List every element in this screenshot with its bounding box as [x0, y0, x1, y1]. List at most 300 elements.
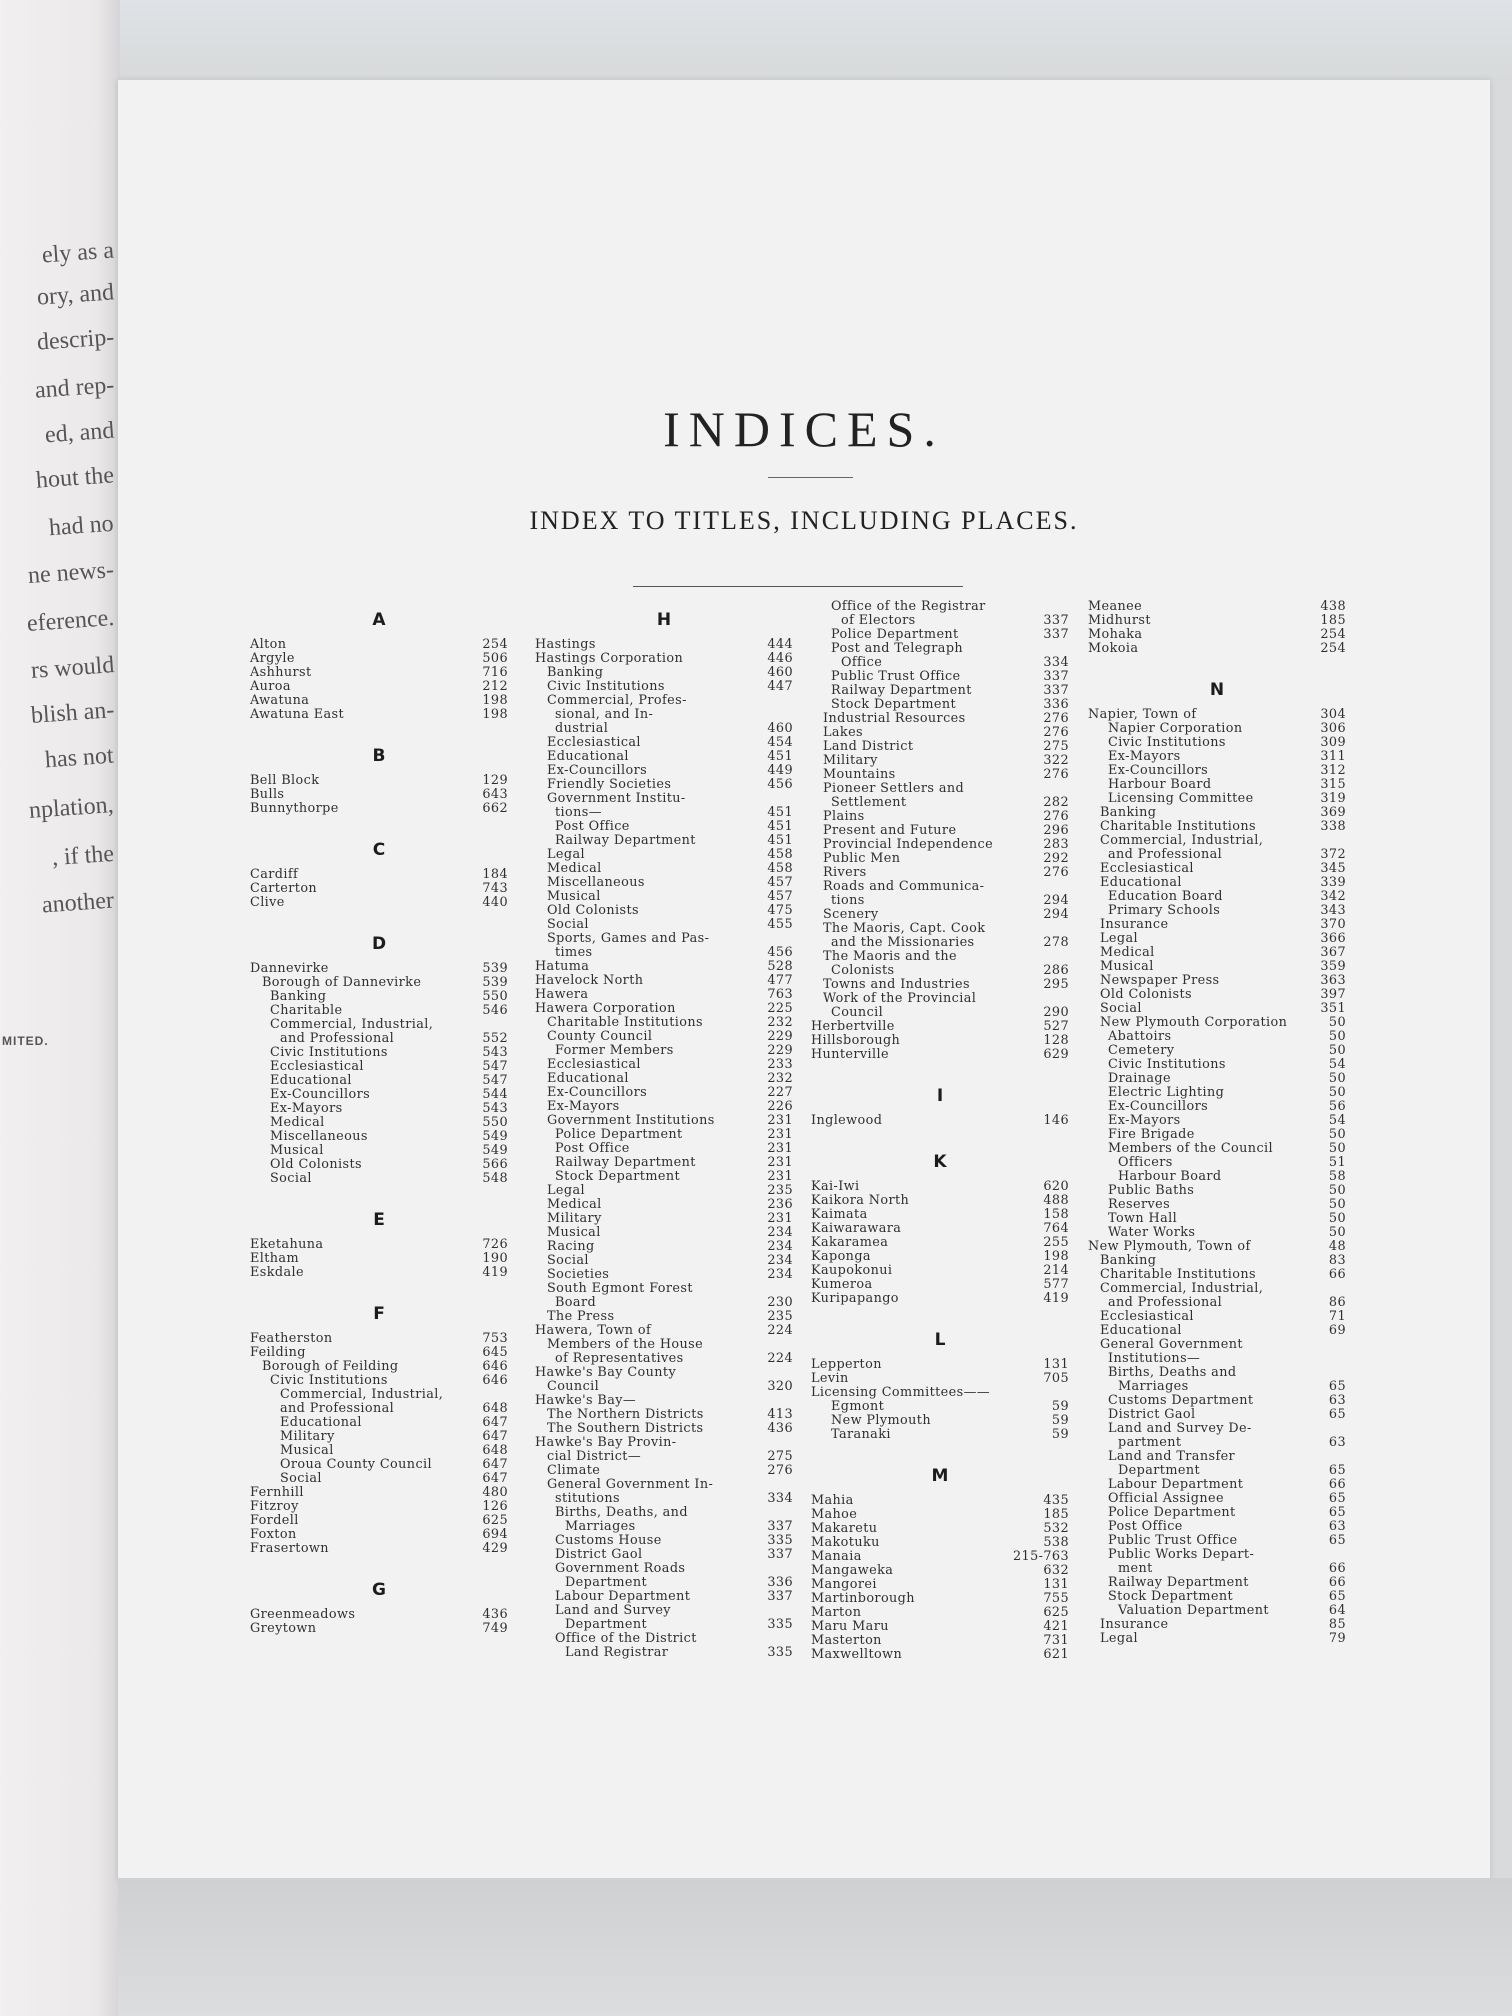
entry-page-number: 231: [767, 1155, 793, 1170]
entry-page-number: 129: [482, 773, 508, 788]
entry-page-number: 716: [482, 665, 508, 680]
entry-page-number: 421: [1043, 1619, 1069, 1634]
left-page-line: hout the: [35, 462, 115, 494]
entry-title: Mahoe: [811, 1507, 858, 1522]
entry-title: Masterton: [811, 1633, 882, 1648]
entry-title: Ashhurst: [250, 665, 312, 680]
entry-page-number: 444: [767, 637, 793, 652]
entry-title: Department: [565, 1617, 648, 1632]
entry-page-number: 294: [1043, 907, 1069, 922]
entry-title: Ecclesiastical: [270, 1059, 364, 1074]
entry-title: Officers: [1118, 1155, 1173, 1170]
entry-title: ment: [1118, 1561, 1153, 1576]
entry-page-number: 65: [1328, 1505, 1346, 1520]
entry-page-number: 50: [1328, 1071, 1346, 1086]
entry-title: Kaiwarawara: [811, 1221, 902, 1236]
section-letter: I: [936, 1086, 944, 1106]
entry-page-number: 292: [1043, 851, 1069, 866]
index-entry: [535, 1100, 793, 1114]
index-entry: [1088, 918, 1346, 932]
entry-title: Provincial Independence: [823, 837, 994, 852]
section-gap: [811, 1062, 1069, 1076]
entry-title: Charitable Institutions: [1100, 819, 1257, 834]
entry-page-number: 625: [482, 1513, 508, 1528]
entry-page-number: 337: [1043, 669, 1069, 684]
entry-page-number: 131: [1043, 1577, 1069, 1592]
entry-title: Hawera, Town of: [535, 1323, 652, 1338]
entry-title: Inglewood: [811, 1113, 883, 1128]
index-entry: [250, 1528, 508, 1542]
index-entry: [535, 806, 793, 820]
entry-title: Ecclesiastical: [547, 1057, 641, 1072]
entry-page-number: 480: [482, 1485, 508, 1500]
entry-title: Mohaka: [1088, 627, 1143, 642]
entry-page-number: 477: [767, 973, 793, 988]
entry-title: Borough of Dannevirke: [262, 975, 422, 990]
index-entry: [250, 976, 508, 990]
index-entry: [535, 1422, 793, 1436]
entry-title: Featherston: [250, 1331, 333, 1346]
entry-page-number: 232: [767, 1071, 793, 1086]
entry-title: Industrial Resources: [823, 711, 966, 726]
index-entry: [535, 890, 793, 904]
entry-title: Marriages: [1118, 1379, 1189, 1394]
entry-page-number: 370: [1320, 917, 1346, 932]
entry-title: Insurance: [1100, 1617, 1169, 1632]
index-entry: [1088, 960, 1346, 974]
left-page-line: nplation,: [28, 792, 115, 824]
entry-page-number: 50: [1328, 1015, 1346, 1030]
entry-title: Miscellaneous: [547, 875, 645, 890]
index-entry: [811, 698, 1069, 712]
entry-title: Ecclesiastical: [547, 735, 641, 750]
index-entry: [250, 802, 508, 816]
entry-title: Musical: [547, 1225, 601, 1240]
index-entry: [250, 1374, 508, 1388]
index-entry: [811, 1222, 1069, 1236]
entry-title: New Plymouth Corporation: [1100, 1015, 1288, 1030]
entry-title: partment: [1118, 1435, 1182, 1450]
left-page: [0, 0, 120, 2016]
entry-page-number: 66: [1328, 1477, 1346, 1492]
entry-page-number: 440: [482, 895, 508, 910]
index-entry: [1088, 1506, 1346, 1520]
index-entry: [1088, 820, 1346, 834]
index-column-4: [1088, 600, 1346, 1646]
entry-title: Fordell: [250, 1513, 299, 1528]
entry-page-number: 413: [767, 1407, 793, 1422]
index-entry: [1088, 642, 1346, 656]
index-entry: [1088, 1058, 1346, 1072]
entry-title: Mahia: [811, 1493, 854, 1508]
entry-page-number: 306: [1320, 721, 1346, 736]
section-gap: [811, 1442, 1069, 1456]
left-page-line: ne news-: [27, 557, 115, 589]
index-entry: [250, 990, 508, 1004]
entry-title: Post Office: [555, 819, 630, 834]
entry-title: Alton: [250, 637, 287, 652]
entry-title: Plains: [823, 809, 865, 824]
section-gap: [1088, 656, 1346, 670]
entry-title: Land Registrar: [565, 1645, 669, 1660]
entry-title: Fire Brigade: [1108, 1127, 1195, 1142]
index-entry: [250, 896, 508, 910]
entry-page-number: 276: [1043, 767, 1069, 782]
entry-page-number: 447: [767, 679, 793, 694]
entry-page-number: 419: [1043, 1291, 1069, 1306]
index-entry: [811, 670, 1069, 684]
index-entry: [1088, 1044, 1346, 1058]
index-entry: [535, 694, 793, 708]
entry-title: Towns and Industries: [823, 977, 970, 992]
entry-title: Members of the House: [547, 1337, 704, 1352]
entry-page-number: 275: [767, 1449, 793, 1464]
index-entry: [811, 866, 1069, 880]
index-entry: [1088, 1086, 1346, 1100]
background-top: [0, 0, 1512, 80]
entry-title: and the Missionaries: [831, 935, 975, 950]
index-entry: [1088, 722, 1346, 736]
entry-title: Medical: [1100, 945, 1155, 960]
entry-page-number: 315: [1320, 777, 1346, 792]
entry-page-number: 454: [767, 735, 793, 750]
entry-title: Council: [831, 1005, 884, 1020]
entry-title: Awatuna East: [250, 707, 345, 722]
index-entry: [535, 1520, 793, 1534]
entry-title: Mangaweka: [811, 1563, 894, 1578]
entry-page-number: 549: [482, 1129, 508, 1144]
entry-title: Social: [1100, 1001, 1142, 1016]
entry-page-number: 229: [767, 1043, 793, 1058]
section-letter: M: [931, 1466, 949, 1486]
entry-title: Kaimata: [811, 1207, 868, 1222]
index-entry: [1088, 1268, 1346, 1282]
entry-title: Educational: [1100, 875, 1182, 890]
entry-title: Greytown: [250, 1621, 317, 1636]
index-entry: [811, 950, 1069, 964]
entry-title: Ex-Councillors: [547, 1085, 648, 1100]
entry-title: Ex-Mayors: [1108, 1113, 1181, 1128]
entry-page-number: 455: [767, 917, 793, 932]
index-entry: [811, 838, 1069, 852]
entry-page-number: 337: [1043, 613, 1069, 628]
index-entry: [1088, 778, 1346, 792]
index-entry: [250, 868, 508, 882]
entry-page-number: 343: [1320, 903, 1346, 918]
left-page-line: descrip-: [35, 324, 115, 356]
index-entry: [535, 974, 793, 988]
entry-page-number: 146: [1043, 1113, 1069, 1128]
entry-title: Banking: [1100, 805, 1157, 820]
index-entry: [811, 740, 1069, 754]
entry-page-number: 214: [1043, 1263, 1069, 1278]
entry-page-number: 65: [1328, 1407, 1346, 1422]
entry-page-number: 662: [482, 801, 508, 816]
index-entry: [1088, 1170, 1346, 1184]
section-letter: H: [656, 610, 672, 630]
index-entry: [535, 1282, 793, 1296]
entry-title: Bulls: [250, 787, 285, 802]
entry-title: Department: [565, 1575, 648, 1590]
title-rule: [768, 477, 853, 478]
entry-title: Ex-Councillors: [1108, 1099, 1209, 1114]
entry-page-number: 351: [1320, 1001, 1346, 1016]
entry-title: Eskdale: [250, 1265, 304, 1280]
entry-title: Kaikora North: [811, 1193, 910, 1208]
entry-page-number: 337: [1043, 627, 1069, 642]
entry-page-number: 334: [1043, 655, 1069, 670]
index-entry: [1088, 1478, 1346, 1492]
entry-page-number: 451: [767, 805, 793, 820]
index-entry: [535, 1492, 793, 1506]
entry-title: Carterton: [250, 881, 318, 896]
index-entry: [250, 1130, 508, 1144]
entry-title: Educational: [547, 1071, 629, 1086]
entry-title: Awatuna: [250, 693, 310, 708]
entry-title: Napier, Town of: [1088, 707, 1197, 722]
entry-page-number: 311: [1320, 749, 1346, 764]
index-entry: [535, 862, 793, 876]
section-letter: B: [372, 746, 386, 766]
entry-title: Office of the District: [555, 1631, 697, 1646]
entry-page-number: 294: [1043, 893, 1069, 908]
entry-title: Work of the Provincial: [823, 991, 977, 1006]
index-entry: [535, 778, 793, 792]
entry-title: Stock Department: [1108, 1589, 1234, 1604]
entry-title: of Representatives: [555, 1351, 684, 1366]
index-entry: [811, 600, 1069, 614]
entry-page-number: 543: [482, 1101, 508, 1116]
entry-page-number: 538: [1043, 1535, 1069, 1550]
entry-title: Racing: [547, 1239, 595, 1254]
entry-title: Police Department: [555, 1127, 683, 1142]
index-entry: [1088, 600, 1346, 614]
index-entry: [535, 904, 793, 918]
index-entry: [250, 1608, 508, 1622]
entry-page-number: 59: [1051, 1427, 1069, 1442]
index-entry: [1088, 1436, 1346, 1450]
index-entry: [250, 1172, 508, 1186]
entry-title: Colonists: [831, 963, 895, 978]
index-entry: [535, 1198, 793, 1212]
index-entry: [1088, 792, 1346, 806]
entry-title: Births, Deaths, and: [555, 1505, 688, 1520]
entry-title: Levin: [811, 1371, 849, 1386]
entry-title: Public Trust Office: [831, 669, 961, 684]
entry-title: Fitzroy: [250, 1499, 299, 1514]
entry-page-number: 429: [482, 1541, 508, 1556]
entry-page-number: 231: [767, 1211, 793, 1226]
entry-title: New Plymouth: [831, 1413, 931, 1428]
entry-page-number: 227: [767, 1085, 793, 1100]
index-entry: [811, 1536, 1069, 1550]
entry-page-number: 547: [482, 1059, 508, 1074]
index-entry: [1088, 1604, 1346, 1618]
entry-page-number: 334: [767, 1491, 793, 1506]
index-entry: [535, 1380, 793, 1394]
index-entry: [250, 1144, 508, 1158]
entry-title: Musical: [547, 889, 601, 904]
section-letter: A: [372, 610, 386, 630]
entry-title: Kakaramea: [811, 1235, 889, 1250]
entry-title: Martinborough: [811, 1591, 915, 1606]
index-entry: [1088, 1338, 1346, 1352]
index-entry: [250, 1252, 508, 1266]
entry-title: Mokoia: [1088, 641, 1139, 656]
entry-page-number: 566: [482, 1157, 508, 1172]
index-entry: [535, 1170, 793, 1184]
index-entry: [811, 1508, 1069, 1522]
entry-title: Ex-Mayors: [270, 1101, 343, 1116]
index-entry: [535, 1016, 793, 1030]
entry-title: Educational: [270, 1073, 352, 1088]
entry-page-number: 460: [767, 665, 793, 680]
index-entry: [535, 960, 793, 974]
index-entry: [811, 978, 1069, 992]
index-entry: [250, 774, 508, 788]
entry-page-number: 184: [482, 867, 508, 882]
entry-title: Medical: [547, 1197, 602, 1212]
index-entry: [535, 750, 793, 764]
index-entry: [535, 1590, 793, 1604]
entry-title: Government Institu-: [547, 791, 686, 806]
section-letter: D: [371, 934, 387, 954]
entry-title: Legal: [547, 847, 585, 862]
entry-page-number: 647: [482, 1415, 508, 1430]
entry-title: Hawke's Bay—: [535, 1393, 637, 1408]
entry-title: South Egmont Forest: [547, 1281, 693, 1296]
index-entry: [811, 1634, 1069, 1648]
entry-page-number: 56: [1328, 1099, 1346, 1114]
entry-title: and Professional: [1108, 847, 1223, 862]
index-entry: [250, 1402, 508, 1416]
index-entry: [250, 680, 508, 694]
index-entry: [535, 1184, 793, 1198]
index-entry: [1088, 1632, 1346, 1646]
section-gap: [250, 1556, 508, 1570]
index-entry: [535, 1436, 793, 1450]
entry-title: Births, Deaths and: [1108, 1365, 1237, 1380]
entry-page-number: 50: [1328, 1043, 1346, 1058]
entry-title: Egmont: [831, 1399, 885, 1414]
index-entry: [1088, 988, 1346, 1002]
index-entry: [250, 1542, 508, 1556]
entry-title: Stock Department: [831, 697, 957, 712]
entry-title: Taranaki: [831, 1427, 891, 1442]
index-entry: [250, 788, 508, 802]
index-entry: [535, 1296, 793, 1310]
index-entry: [811, 880, 1069, 894]
entry-page-number: 336: [1043, 697, 1069, 712]
index-entry: [811, 824, 1069, 838]
index-entry: [1088, 1072, 1346, 1086]
entry-page-number: 457: [767, 889, 793, 904]
section-gap: [811, 1128, 1069, 1142]
entry-title: Public Men: [823, 851, 901, 866]
entry-title: Napier Corporation: [1108, 721, 1243, 736]
entry-title: Scenery: [823, 907, 879, 922]
index-entry: [811, 1372, 1069, 1386]
entry-page-number: 419: [482, 1265, 508, 1280]
index-entry: [811, 1006, 1069, 1020]
entry-title: Auroa: [250, 679, 291, 694]
index-entry: [1088, 1100, 1346, 1114]
index-entry: [811, 768, 1069, 782]
entry-page-number: 335: [767, 1617, 793, 1632]
entry-page-number: 539: [482, 975, 508, 990]
entry-title: Legal: [1100, 931, 1138, 946]
entry-title: Abattoirs: [1108, 1029, 1172, 1044]
entry-page-number: 198: [1043, 1249, 1069, 1264]
entry-page-number: 126: [482, 1499, 508, 1514]
entry-title: and Professional: [280, 1401, 395, 1416]
index-entry: [250, 708, 508, 722]
entry-page-number: 544: [482, 1087, 508, 1102]
entry-page-number: 290: [1043, 1005, 1069, 1020]
entry-page-number: 337: [767, 1547, 793, 1562]
index-entry: [535, 652, 793, 666]
index-entry: [811, 712, 1069, 726]
entry-page-number: 449: [767, 763, 793, 778]
entry-page-number: 128: [1043, 1033, 1069, 1048]
entry-page-number: 338: [1320, 819, 1346, 834]
index-entry: [250, 1032, 508, 1046]
entry-page-number: 276: [1043, 865, 1069, 880]
index-entry: [811, 1250, 1069, 1264]
entry-title: Drainage: [1108, 1071, 1171, 1086]
entry-title: sional, and In-: [555, 707, 654, 722]
entry-title: Social: [547, 917, 589, 932]
entry-page-number: 435: [1043, 1493, 1069, 1508]
entry-page-number: 79: [1328, 1631, 1346, 1646]
entry-title: Harbour Board: [1118, 1169, 1222, 1184]
entry-title: Police Department: [1108, 1505, 1236, 1520]
entry-title: Land and Survey De-: [1108, 1421, 1252, 1436]
entry-title: Maru Maru: [811, 1619, 889, 1634]
entry-page-number: 234: [767, 1225, 793, 1240]
entry-page-number: 58: [1328, 1169, 1346, 1184]
entry-page-number: 50: [1328, 1197, 1346, 1212]
entry-title: Government Roads: [555, 1561, 686, 1576]
index-entry: [535, 1044, 793, 1058]
index-entry: [535, 1604, 793, 1618]
left-page-line: , if the: [51, 840, 115, 872]
entry-title: Newspaper Press: [1100, 973, 1220, 988]
entry-page-number: 278: [1043, 935, 1069, 950]
entry-title: Social: [280, 1471, 322, 1486]
index-entry: [535, 1324, 793, 1338]
entry-page-number: 50: [1328, 1141, 1346, 1156]
entry-title: Pioneer Settlers and: [823, 781, 965, 796]
entry-page-number: 621: [1043, 1647, 1069, 1662]
entry-page-number: 532: [1043, 1521, 1069, 1536]
entry-title: Social: [547, 1253, 589, 1268]
index-entry: [535, 1408, 793, 1422]
entry-page-number: 51: [1328, 1155, 1346, 1170]
index-entry: [250, 1430, 508, 1444]
entry-page-number: 645: [482, 1345, 508, 1360]
entry-page-number: 226: [767, 1099, 793, 1114]
index-entry: [811, 1578, 1069, 1592]
index-entry: [811, 1400, 1069, 1414]
entry-page-number: 63: [1328, 1435, 1346, 1450]
entry-page-number: 65: [1328, 1491, 1346, 1506]
entry-title: Reserves: [1108, 1197, 1171, 1212]
entry-page-number: 190: [482, 1251, 508, 1266]
entry-title: Roads and Communica-: [823, 879, 985, 894]
entry-page-number: 547: [482, 1073, 508, 1088]
entry-title: Borough of Feilding: [262, 1359, 399, 1374]
